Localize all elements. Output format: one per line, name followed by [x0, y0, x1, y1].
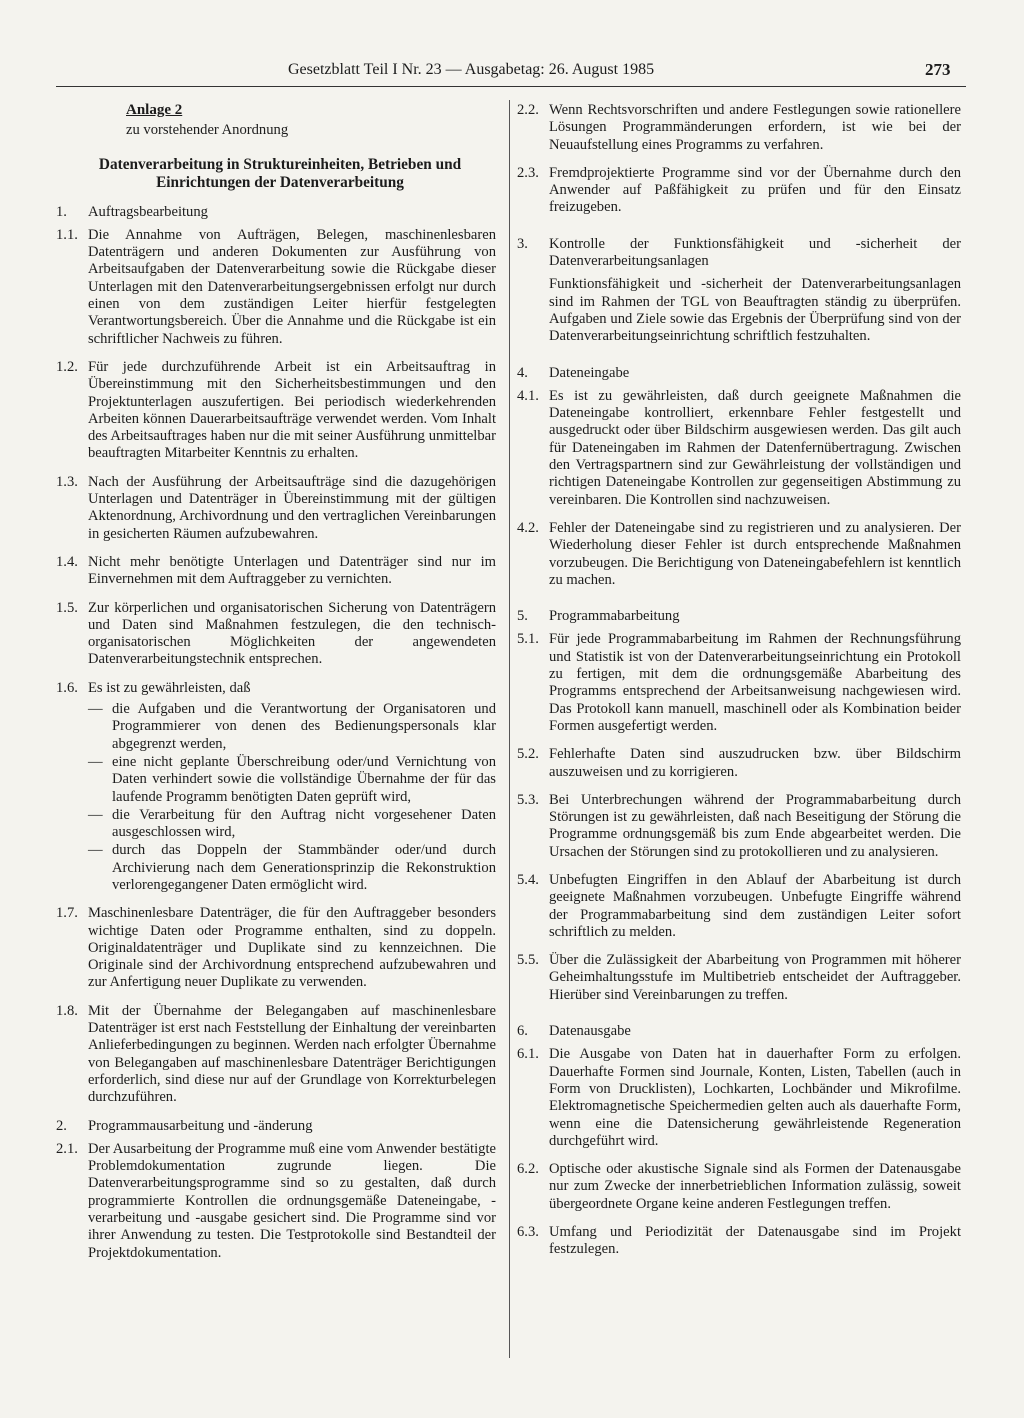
paragraph	[56, 600, 496, 669]
paragraph-number: 1.6.	[56, 679, 78, 696]
page-number: 273	[925, 60, 951, 79]
section-title: Programmabarbeitung	[549, 608, 680, 625]
paragraph-text: Für jede Programmabarbeitung im Rahmen der Rechnungsführung und Statistik ist von der Datenverarbeitungseinrichtung ein Protokoll zu fertigen, mit dem die ordnungsgemäße Abarbeitung des Programms entsprechend der Arbeitsanweisung nachgewiesen wird. Das Protokoll kann manuell, maschinell oder als Kombination beider Formen ausgefertigt werden.	[549, 631, 961, 734]
paragraph-text: Maschinenlesbare Datenträger, die für den Auftraggeber besonders wichtige Daten oder Programme enthalten, sind zu doppeln. Originaldatenträger und Duplikate sind zu kennzeichnen. Die Originale sind der Archivordnung entsprechend aufzubewahren und zur Anfertigung neuer Duplikate zu verwenden.	[88, 905, 496, 991]
paragraph-text: Über die Zulässigkeit der Abarbeitung von Programmen mit höherer Geheimhaltungsstufe im Multibetrieb entscheidet der Auftraggeber. Hierüber sind Vereinbarungen zu treffen.	[549, 952, 961, 1003]
paragraph	[517, 952, 961, 1004]
paragraph-text: Der Ausarbeitung der Programme muß eine vom Anwender bestätigte Problemdokumentation zugrunde liegen. Die Datenverarbeitungsprogramme sind so zu gestalten, daß durch programmierte Kontrollen die ordnungsgemäße Dateneingabe, -verarbeitung und -ausgabe gesichert sind. Die Programme sind vor ihrer Anwendung zu testen. Die Testprotokolle sind Bestandteil der Projektdokumentation.	[88, 1140, 496, 1261]
paragraph	[517, 792, 961, 861]
annex-title: Anlage 2	[126, 102, 183, 118]
paragraph-number: 1.2.	[56, 358, 78, 375]
list-item-text: die Aufgaben und die Verantwortung der Organisatoren und Programmierer von denen des Bedienungspersonals klar abgegrenzt werden,	[112, 701, 496, 752]
section-number: 6.	[517, 1023, 528, 1040]
paragraph	[517, 631, 961, 735]
paragraph-number: 1.8.	[56, 1002, 78, 1019]
section-heading	[56, 204, 496, 221]
paragraph	[56, 905, 496, 991]
paragraph-text: Es ist zu gewährleisten, daß	[88, 679, 251, 696]
spacer	[517, 1015, 961, 1023]
section-title: Datenausgabe	[549, 1023, 631, 1040]
dash-bullet: —	[88, 806, 103, 823]
paragraph-text: Optische oder akustische Signale sind als Formen der Datenausgabe nur zum Zwecke der innerbetrieblichen Information zulässig, soweit übergeordnete Organe keine anderen Festlegungen treffen.	[549, 1161, 961, 1212]
list-item-text: die Verarbeitung für den Auftrag nicht vorgesehener Daten ausgeschlossen wird,	[112, 806, 496, 841]
paragraph-number: 1.1.	[56, 226, 78, 243]
section-title: Programmausarbeitung und -änderung	[88, 1117, 313, 1134]
section-title: Dateneingabe	[549, 364, 630, 381]
paragraph-number: 2.2.	[517, 102, 539, 118]
section-number: 2.	[56, 1117, 67, 1134]
section-heading	[517, 608, 961, 625]
right-column	[517, 102, 961, 1270]
section-title: Auftragsbearbeitung	[88, 203, 208, 220]
paragraph-text: Funktionsfähigkeit und -sicherheit der Datenverarbeitungsanlagen sind im Rahmen der TGL von Beauftragten ständig zu überprüfen. Aufgaben und Ziele sowie das Ergebnis der Überprüfung sind von der Datenverarbeitungseinrichtung schriftlich festzuhalten.	[549, 276, 961, 345]
paragraph-text: Bei Unterbrechungen während der Programmabarbeitung durch Störungen ist zu gewährleisten, daß nach Beseitigung der Störung die Programme ordnungsgemäß bis zum Ende abgearbeitet werden. Die Ursachen der Störungen sind zu protokollieren und zu analysieren.	[549, 791, 961, 860]
paragraph-number: 5.5.	[517, 952, 539, 969]
dash-bullet: —	[88, 701, 103, 718]
paragraph	[517, 520, 961, 589]
paragraph-text: Die Annahme von Aufträgen, Belegen, maschinenlesbaren Datenträgern und anderen Dokumenten zur Ausführung von Arbeitsaufgaben der Datenverarbeitung sowie die Rückgabe dieser Unterlagen mit den Datenverarbeitungsergebnissen erfolgt nur durch einen von dem zuständigen Leiter hierfür festgelegten Verantwortungsbereich. Über die Annahme und die Rückgabe ist ein schriftlicher Nachweis zu führen.	[88, 226, 496, 347]
paragraph-number: 5.2.	[517, 746, 539, 763]
paragraph	[56, 554, 496, 589]
paragraph	[517, 746, 961, 781]
paragraph-number: 6.3.	[517, 1224, 539, 1241]
paragraph-text: Fehler der Dateneingabe sind zu registrieren und zu analysieren. Der Wiederholung dieser Fehler ist durch entsprechende Maßnahmen vorzubeugen. Die Berichtigung von Dateneingabefehlern ist kenntlich zu machen.	[549, 519, 961, 588]
paragraph-number: 5.1.	[517, 631, 539, 648]
list-item-text: eine nicht geplante Überschreibung oder/und Vernichtung von Daten verhindert sowie die vollständige Übernahme der für das laufende Programm benötigten Daten geprüft wird,	[112, 753, 496, 805]
paragraph-number: 5.4.	[517, 871, 539, 888]
spacer	[517, 228, 961, 236]
dash-bullet: —	[88, 842, 103, 859]
header-title: Gesetzblatt Teil I Nr. 23 — Ausgabetag: 26. August 1985	[288, 61, 655, 78]
paragraph	[517, 165, 961, 217]
paragraph	[517, 1224, 961, 1259]
paragraph-number: 2.3.	[517, 164, 539, 181]
dash-list	[88, 701, 496, 894]
paragraph-number: 4.1.	[517, 387, 539, 404]
paragraph-text: Fehlerhafte Daten sind auszudrucken bzw. über Bildschirm auszuweisen und zu korrigieren.	[549, 746, 961, 780]
paragraph	[56, 680, 496, 697]
paragraph-text: Nach der Ausführung der Arbeitsaufträge sind die dazugehörigen Unterlagen und Datenträger in Übereinstimmung mit der gültigen Aktenordnung, Archivordnung und den vertraglichen Vereinbarungen in gesicherten Räumen aufzubewahren.	[88, 473, 496, 542]
paragraph-text: Für jede durchzuführende Arbeit ist ein Arbeitsauftrag in Übereinstimmung mit den Sicherheitsbestimmungen und den Projektunterlagen auszufertigen. Bei periodisch wiederkehrenden Arbeiten können Dauerarbeitsaufträge verwendet werden. Vom Inhalt des Arbeitsauftrages haben nur die mit seiner Ausführung unmittelbar beauftragten Mitarbeiter Kenntnis zu erhalten.	[88, 358, 496, 462]
header-rule	[56, 86, 966, 87]
paragraph-number: 1.5.	[56, 599, 78, 616]
column-divider	[509, 100, 510, 1358]
paragraph-text: Zur körperlichen und organisatorischen Sicherung von Datenträgern und Daten sind Maßnahmen festzulegen, die den technisch-organisatorischen Möglichkeiten der angewendeten Datenverarbeitungstechnik entsprechen.	[88, 599, 496, 668]
paragraph-text: Umfang und Periodizität der Datenausgabe sind im Projekt festzulegen.	[549, 1224, 961, 1258]
section-heading	[517, 236, 961, 271]
section-number: 3.	[517, 235, 528, 252]
paragraph	[517, 388, 961, 509]
paragraph	[517, 1161, 961, 1213]
paragraph-text: Mit der Übernahme der Belegangaben auf maschinenlesbare Datenträger ist erst nach Feststellung der Einhaltung der vereinbarten Anlieferbedingungen zu beginnen. Werden nach erfolgter Übernahme von Belegangaben auf maschinenlesbare Datenträger Berichtigungen erforderlich, sind diese nur auf der Grundlage von Korrekturbelegen durchzuführen.	[88, 1002, 496, 1106]
paragraph-number: 5.3.	[517, 791, 539, 808]
section-heading	[517, 1023, 961, 1040]
paragraph-number: 1.4.	[56, 553, 78, 570]
paragraph-number: 2.1.	[56, 1140, 78, 1157]
paragraph-number: 6.2.	[517, 1161, 539, 1178]
paragraph-number: 4.2.	[517, 519, 539, 536]
section-number: 5.	[517, 608, 528, 625]
paragraph-text: Es ist zu gewährleisten, daß durch geeignete Maßnahmen die Dateneingabe kontrolliert, erkennbare Fehler festgestellt und ausgedruckt oder über Bildschirm ausgewiesen werden. Das gilt auch für Dateneingaben im Rahmen der Datenfernübertragung. Zwischen den Vertragspartnern sind zur Gewährleistung der vollständigen und richtigen Dateneingabe Kontrollen zur gegenseitigen Abstimmung zu vereinbaren. Die Kontrollen sind nachzuweisen.	[549, 387, 961, 508]
paragraph	[56, 1003, 496, 1107]
paragraph	[517, 102, 961, 154]
left-column	[56, 102, 496, 1273]
paragraph-text: Nicht mehr benötigte Unterlagen und Datenträger sind nur im Einvernehmen mit dem Auftraggeber zu vernichten.	[88, 553, 496, 588]
dash-bullet: —	[88, 753, 103, 770]
paragraph-number: 1.7.	[56, 905, 78, 922]
paragraph	[56, 359, 496, 463]
section-heading	[56, 1118, 496, 1135]
list-item-text: durch das Doppeln der Stammbänder oder/und durch Archivierung nach dem Generationsprinzip die Rekonstruktion verlorengegangener Daten ermöglicht wird.	[112, 842, 496, 893]
paragraph	[517, 872, 961, 941]
list-item	[88, 701, 496, 753]
section-number: 1.	[56, 203, 67, 220]
spacer	[517, 357, 961, 365]
section-title: Kontrolle der Funktionsfähigkeit und -sicherheit der Datenverarbeitungsanlagen	[549, 235, 961, 270]
paragraph-text: Wenn Rechtsvorschriften und andere Festlegungen sowie rationellere Lösungen Programmänderungen erfordern, ist wie bei der Neuaufstellung eines Programms zu verfahren.	[549, 102, 961, 153]
paragraph-text: Fremdprojektierte Programme sind vor der Übernahme durch den Anwender auf Paßfähigkeit zu prüfen und für den Einsatz freizugeben.	[549, 164, 961, 216]
paragraph	[56, 227, 496, 348]
paragraph-text: Die Ausgabe von Daten hat in dauerhafter Form zu erfolgen. Dauerhafte Formen sind Journale, Konten, Listen, Tabellen (auch in Form von Drucklisten), Lochkarten, Lochbänder und Mikrofilme. Elektromagnetische Speichermedien gelten auch als dauerhafte Form, wenn eine die Datensicherung gewährleistende Regeneration durchgeführt wird.	[549, 1046, 961, 1149]
list-item	[88, 754, 496, 806]
paragraph	[56, 474, 496, 543]
document-title: Datenverarbeitung in Struktureinheiten, Betrieben und Einrichtungen der Datenverarbeitung	[98, 155, 462, 191]
paragraph	[56, 1141, 496, 1262]
annex-subtitle: zu vorstehender Anordnung	[126, 122, 289, 139]
list-item	[88, 807, 496, 842]
paragraph	[517, 1046, 961, 1150]
spacer	[517, 600, 961, 608]
paragraph-number: 6.1.	[517, 1046, 539, 1063]
section-heading	[517, 365, 961, 382]
list-item	[88, 842, 496, 894]
paragraph-text: Unbefugten Eingriffen in den Ablauf der Abarbeitung ist durch geeignete Maßnahmen vorzubeugen. Unbefugte Eingriffe während der Programmabarbeitung sind dem zuständigen Leiter sofort schriftlich zu melden.	[549, 871, 961, 940]
section-number: 4.	[517, 364, 528, 381]
paragraph-number: 1.3.	[56, 473, 78, 490]
